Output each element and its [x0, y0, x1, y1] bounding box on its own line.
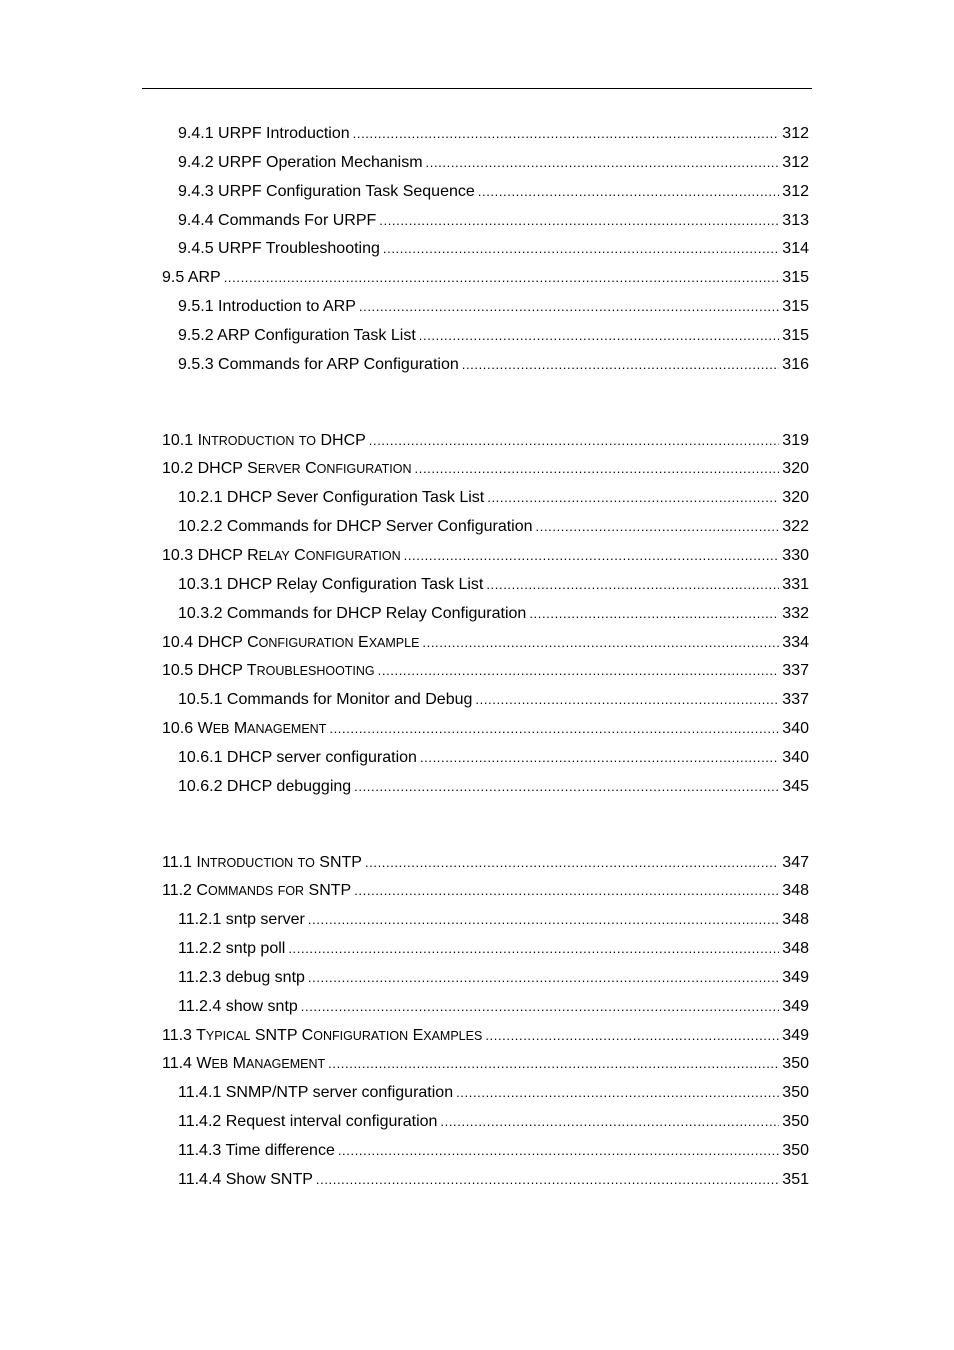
dot-leader	[288, 935, 779, 964]
toc-page-number: 312	[782, 182, 809, 200]
toc-entry-title: 11.4.4 Show SNTP	[178, 1170, 313, 1188]
toc-page-number: 316	[782, 355, 809, 373]
toc-entry-title: 10.6.2 DHCP debugging	[178, 777, 352, 795]
toc-entry-title: 10.5.1 Commands for Monitor and Debug	[178, 691, 473, 709]
toc-page-number: 350	[782, 1084, 809, 1102]
dot-leader	[456, 1079, 779, 1108]
toc-entry-title: 11.2.3 debug sntp	[178, 968, 305, 986]
toc-page-number: 351	[782, 1170, 809, 1188]
dot-leader	[462, 351, 780, 380]
header-rule	[142, 88, 812, 89]
toc-entry-title: 9.5.1 Introduction to ARP	[178, 298, 356, 316]
toc-page-number: 332	[782, 604, 809, 622]
dot-leader	[536, 513, 780, 542]
toc-subentry[interactable]	[162, 513, 809, 542]
toc-page-number: 347	[782, 853, 809, 871]
toc-page-number: 349	[782, 968, 809, 986]
toc-entry[interactable]	[162, 849, 809, 878]
toc-subentry[interactable]	[162, 1137, 809, 1166]
dot-leader	[422, 629, 779, 658]
toc-page-number: 337	[782, 691, 809, 709]
toc-page-number: 313	[782, 211, 809, 229]
toc-subentry[interactable]	[162, 744, 809, 773]
dot-leader	[301, 993, 780, 1022]
dot-leader	[529, 600, 779, 629]
dot-leader	[378, 657, 780, 686]
toc-entry-title: 9.4.3 URPF Configuration Task Sequence	[178, 182, 475, 200]
toc-entry-title: 9.5 ARP	[162, 269, 221, 287]
toc-page-number: 315	[782, 298, 809, 316]
toc-entry-title: 10.3 DHCP RELAY CONFIGURATION	[162, 546, 401, 564]
dot-leader	[475, 686, 779, 715]
toc-page-number: 348	[782, 882, 809, 900]
toc-page-number: 334	[782, 633, 809, 651]
toc-page-number: 322	[782, 518, 809, 536]
toc-entry-title: 10.3.1 DHCP Relay Configuration Task List	[178, 575, 484, 593]
toc-subentry[interactable]	[162, 149, 809, 178]
toc-subentry[interactable]	[162, 993, 809, 1022]
toc-entry-title: 11.2.1 sntp server	[178, 911, 305, 929]
toc-subentry[interactable]	[162, 935, 809, 964]
toc-entry[interactable]	[162, 542, 809, 571]
toc-page-number: 350	[782, 1142, 809, 1159]
toc-subentry[interactable]	[162, 293, 809, 322]
dot-leader	[354, 877, 779, 906]
toc-entry[interactable]	[162, 1022, 809, 1051]
toc-page-number: 340	[782, 720, 809, 738]
dot-leader	[478, 178, 780, 207]
toc-entry-title: 10.2 DHCP SERVER CONFIGURATION	[162, 460, 412, 478]
dot-leader	[404, 542, 780, 571]
toc-page-number: 348	[782, 940, 809, 958]
dot-leader	[486, 571, 779, 600]
toc-entry[interactable]	[162, 1050, 809, 1079]
toc-group	[162, 120, 809, 380]
dot-leader	[419, 322, 780, 351]
toc-entry-title: 9.4.2 URPF Operation Mechanism	[178, 153, 423, 171]
toc-entry-title: 10.2.1 DHCP Sever Configuration Task List	[178, 489, 485, 507]
toc-entry-title: 11.4.3 Time difference	[178, 1142, 335, 1159]
toc-page-number: 350	[782, 1055, 809, 1073]
dot-leader	[487, 484, 779, 513]
toc-group	[162, 849, 809, 1195]
toc-entry-title: 11.2 COMMANDS FOR SNTP	[162, 882, 352, 900]
toc-page-number: 320	[782, 460, 809, 478]
toc-page-number: 331	[782, 575, 809, 593]
toc-entry[interactable]	[162, 629, 809, 658]
dot-leader	[440, 1108, 779, 1137]
dot-leader	[369, 427, 780, 456]
dot-leader	[328, 1050, 779, 1079]
toc-entry[interactable]	[162, 657, 809, 686]
toc-subentry[interactable]	[162, 207, 809, 236]
toc-page-number: 348	[782, 911, 809, 929]
toc-entry[interactable]	[162, 715, 809, 744]
toc-subentry[interactable]	[162, 322, 809, 351]
toc-entry[interactable]	[162, 877, 809, 906]
toc-page-number: 314	[782, 240, 809, 258]
toc-subentry[interactable]	[162, 120, 809, 149]
toc-entry-title: 9.4.4 Commands For URPF	[178, 211, 377, 229]
table-of-contents	[162, 120, 809, 1195]
toc-page-number: 330	[782, 546, 809, 564]
toc-page-number: 312	[782, 125, 809, 142]
toc-page-number: 340	[782, 748, 809, 766]
toc-entry-title: 10.3.2 Commands for DHCP Relay Configuration	[178, 604, 527, 622]
dot-leader	[308, 964, 779, 993]
toc-group	[162, 427, 809, 802]
toc-entry-title: 10.5 DHCP TROUBLESHOOTING	[162, 662, 375, 680]
toc-entry-title: 9.4.5 URPF Troubleshooting	[178, 240, 380, 258]
dot-leader	[329, 715, 779, 744]
toc-entry-title: 10.1 INTRODUCTION TO DHCP	[162, 431, 366, 449]
toc-entry[interactable]	[162, 455, 809, 484]
toc-entry-title: 11.4.2 Request interval configuration	[178, 1113, 438, 1131]
toc-entry-title: 10.2.2 Commands for DHCP Server Configuration	[178, 518, 533, 536]
toc-page-number: 319	[782, 431, 809, 449]
toc-entry-title: 11.1 INTRODUCTION TO SNTP	[162, 853, 362, 871]
toc-entry-title: 11.4.1 SNMP/NTP server configuration	[178, 1084, 454, 1102]
toc-subentry[interactable]	[162, 571, 809, 600]
toc-page-number: 320	[782, 489, 809, 507]
toc-subentry[interactable]	[162, 1108, 809, 1137]
toc-page-number: 345	[782, 777, 809, 795]
dot-leader	[316, 1166, 779, 1195]
toc-subentry[interactable]	[162, 351, 809, 380]
toc-subentry[interactable]	[162, 964, 809, 993]
toc-entry-title: 10.6 WEB MANAGEMENT	[162, 720, 327, 738]
toc-page-number: 312	[782, 153, 809, 171]
dot-leader	[415, 455, 780, 484]
toc-subentry[interactable]	[162, 235, 809, 264]
toc-entry-title: 11.4 WEB MANAGEMENT	[162, 1055, 326, 1073]
toc-subentry[interactable]	[162, 178, 809, 207]
dot-leader	[359, 293, 779, 322]
toc-page-number: 315	[782, 269, 809, 287]
dot-leader	[426, 149, 780, 178]
toc-entry[interactable]	[162, 264, 809, 293]
toc-entry-title: 10.4 DHCP CONFIGURATION EXAMPLE	[162, 633, 420, 651]
dot-leader	[485, 1022, 779, 1051]
toc-page-number: 315	[782, 326, 809, 344]
dot-leader	[383, 235, 779, 264]
dot-leader	[353, 120, 780, 149]
toc-entry-title: 9.5.3 Commands for ARP Configuration	[178, 355, 459, 373]
toc-page-number: 337	[782, 662, 809, 680]
toc-subentry[interactable]	[162, 906, 809, 935]
dot-leader	[354, 773, 779, 802]
dot-leader	[224, 264, 780, 293]
toc-entry-title: 10.6.1 DHCP server configuration	[178, 748, 417, 766]
toc-subentry[interactable]	[162, 484, 809, 513]
toc-entry-title: 11.2.2 sntp poll	[178, 940, 286, 958]
toc-entry-title: 9.5.2 ARP Configuration Task List	[178, 326, 416, 344]
toc-page-number: 349	[782, 1026, 809, 1044]
toc-subentry[interactable]	[162, 686, 809, 715]
toc-page-number: 349	[782, 997, 809, 1015]
toc-entry-title: 11.2.4 show sntp	[178, 997, 298, 1015]
dot-leader	[420, 744, 779, 773]
toc-entry-title: 11.3 TYPICAL SNTP CONFIGURATION EXAMPLES	[162, 1026, 483, 1044]
dot-leader	[379, 207, 779, 236]
toc-subentry[interactable]	[162, 600, 809, 629]
toc-subentry[interactable]	[162, 1079, 809, 1108]
toc-entry[interactable]	[162, 427, 809, 456]
dot-leader	[308, 906, 779, 935]
dot-leader	[365, 849, 779, 878]
toc-subentry[interactable]	[162, 1166, 809, 1195]
toc-subentry[interactable]	[162, 773, 809, 802]
toc-page-number: 350	[782, 1113, 809, 1131]
dot-leader	[338, 1137, 779, 1166]
toc-entry-title: 9.4.1 URPF Introduction	[178, 125, 350, 142]
